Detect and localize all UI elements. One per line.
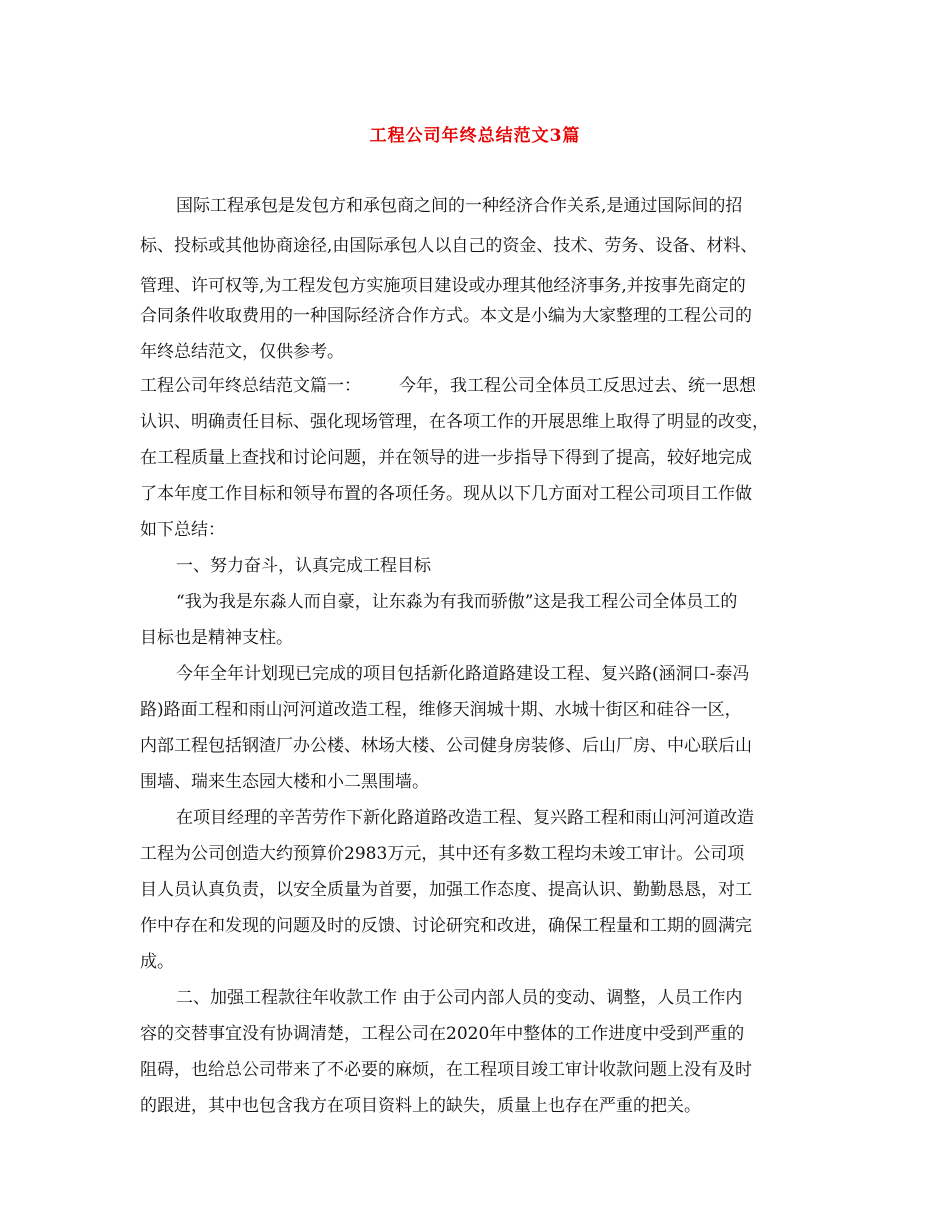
paragraph-line: 作中存在和发现的问题及时的反馈、讨论研究和改进，确保工程量和工期的圆满完 — [140, 916, 752, 936]
paragraph-line: 今年全年计划现已完成的项目包括新化路道路建设工程、复兴路(涵洞口-泰冯 — [176, 664, 750, 684]
paragraph-line: “我为我是东淼人而自豪，让东淼为有我而骄傲”这是我工程公司全体员工的 — [176, 592, 738, 612]
paragraph-line: 在项目经理的辛苦劳作下新化路道路改造工程、复兴路工程和雨山河河道改造 — [176, 808, 754, 828]
paragraph-line: 目人员认真负责，以安全质量为首要，加强工作态度、提高认识、勤勤恳恳，对工 — [140, 880, 752, 900]
section-heading: 工程公司年终总结范文篇一： — [140, 376, 361, 396]
paragraph-line: 内部工程包括钢渣厂办公楼、林场大楼、公司健身房装修、后山厂房、中心联后山 — [140, 736, 752, 756]
document-title: 工程公司年终总结范文3篇 — [369, 126, 581, 146]
paragraph-line: 在工程质量上查找和讨论问题，并在领导的进一步指导下得到了提高，较好地完成 — [140, 448, 752, 468]
paragraph-line: 围墙、瑞来生态园大楼和小二黑围墙。 — [140, 772, 429, 792]
paragraph-line: 认识、明确责任目标、强化现场管理，在各项工作的开展思维上取得了明显的改变， — [140, 412, 769, 432]
paragraph-line: 成。 — [140, 952, 174, 972]
paragraph-line: 工程为公司创造大约预算价2983万元，其中还有多数工程均未竣工审计。公司项 — [140, 844, 745, 864]
paragraph-line: 容的交替事宜没有协调清楚，工程公司在2020年中整体的工作进度中受到严重的 — [140, 1024, 745, 1044]
paragraph-line: 标、投标或其他协商途径,由国际承包人以自己的资金、技术、劳务、设备、材料、 — [140, 236, 758, 256]
paragraph-line: 国际工程承包是发包方和承包商之间的一种经济合作关系,是通过国际间的招 — [176, 196, 743, 216]
paragraph-line: 如下总结： — [140, 520, 225, 540]
section-heading-line — [140, 372, 756, 400]
paragraph-line: 了本年度工作目标和领导布置的各项任务。现从以下几方面对工程公司项目工作做 — [140, 484, 752, 504]
paragraph-line: 路)路面工程和雨山河河道改造工程，维修天润城十期、水城十街区和硅谷一区， — [140, 700, 742, 720]
paragraph-line: 二、加强工程款往年收款工作 由于公司内部人员的变动、调整，人员工作内 — [176, 988, 743, 1008]
paragraph-line: 阻碍，也给总公司带来了不必要的麻烦，在工程项目竣工审计收款问题上没有及时 — [140, 1060, 752, 1080]
paragraph-line: 目标也是精神支柱。 — [140, 628, 293, 648]
subheading-line: 一、努力奋斗，认真完成工程目标 — [176, 556, 431, 576]
paragraph-text: 今年，我工程公司全体员工反思过去、统一思想 — [399, 376, 756, 396]
paragraph-line: 年终总结范文，仅供参考。 — [140, 342, 344, 362]
paragraph-line: 的跟进，其中也包含我方在项目资料上的缺失，质量上也存在严重的把关。 — [140, 1096, 701, 1116]
paragraph-line: 合同条件收取费用的一种国际经济合作方式。本文是小编为大家整理的工程公司的 — [140, 306, 752, 326]
paragraph-line: 管理、许可权等,为工程发包方实施项目建设或办理其他经济事务,并按事先商定的 — [140, 276, 746, 296]
